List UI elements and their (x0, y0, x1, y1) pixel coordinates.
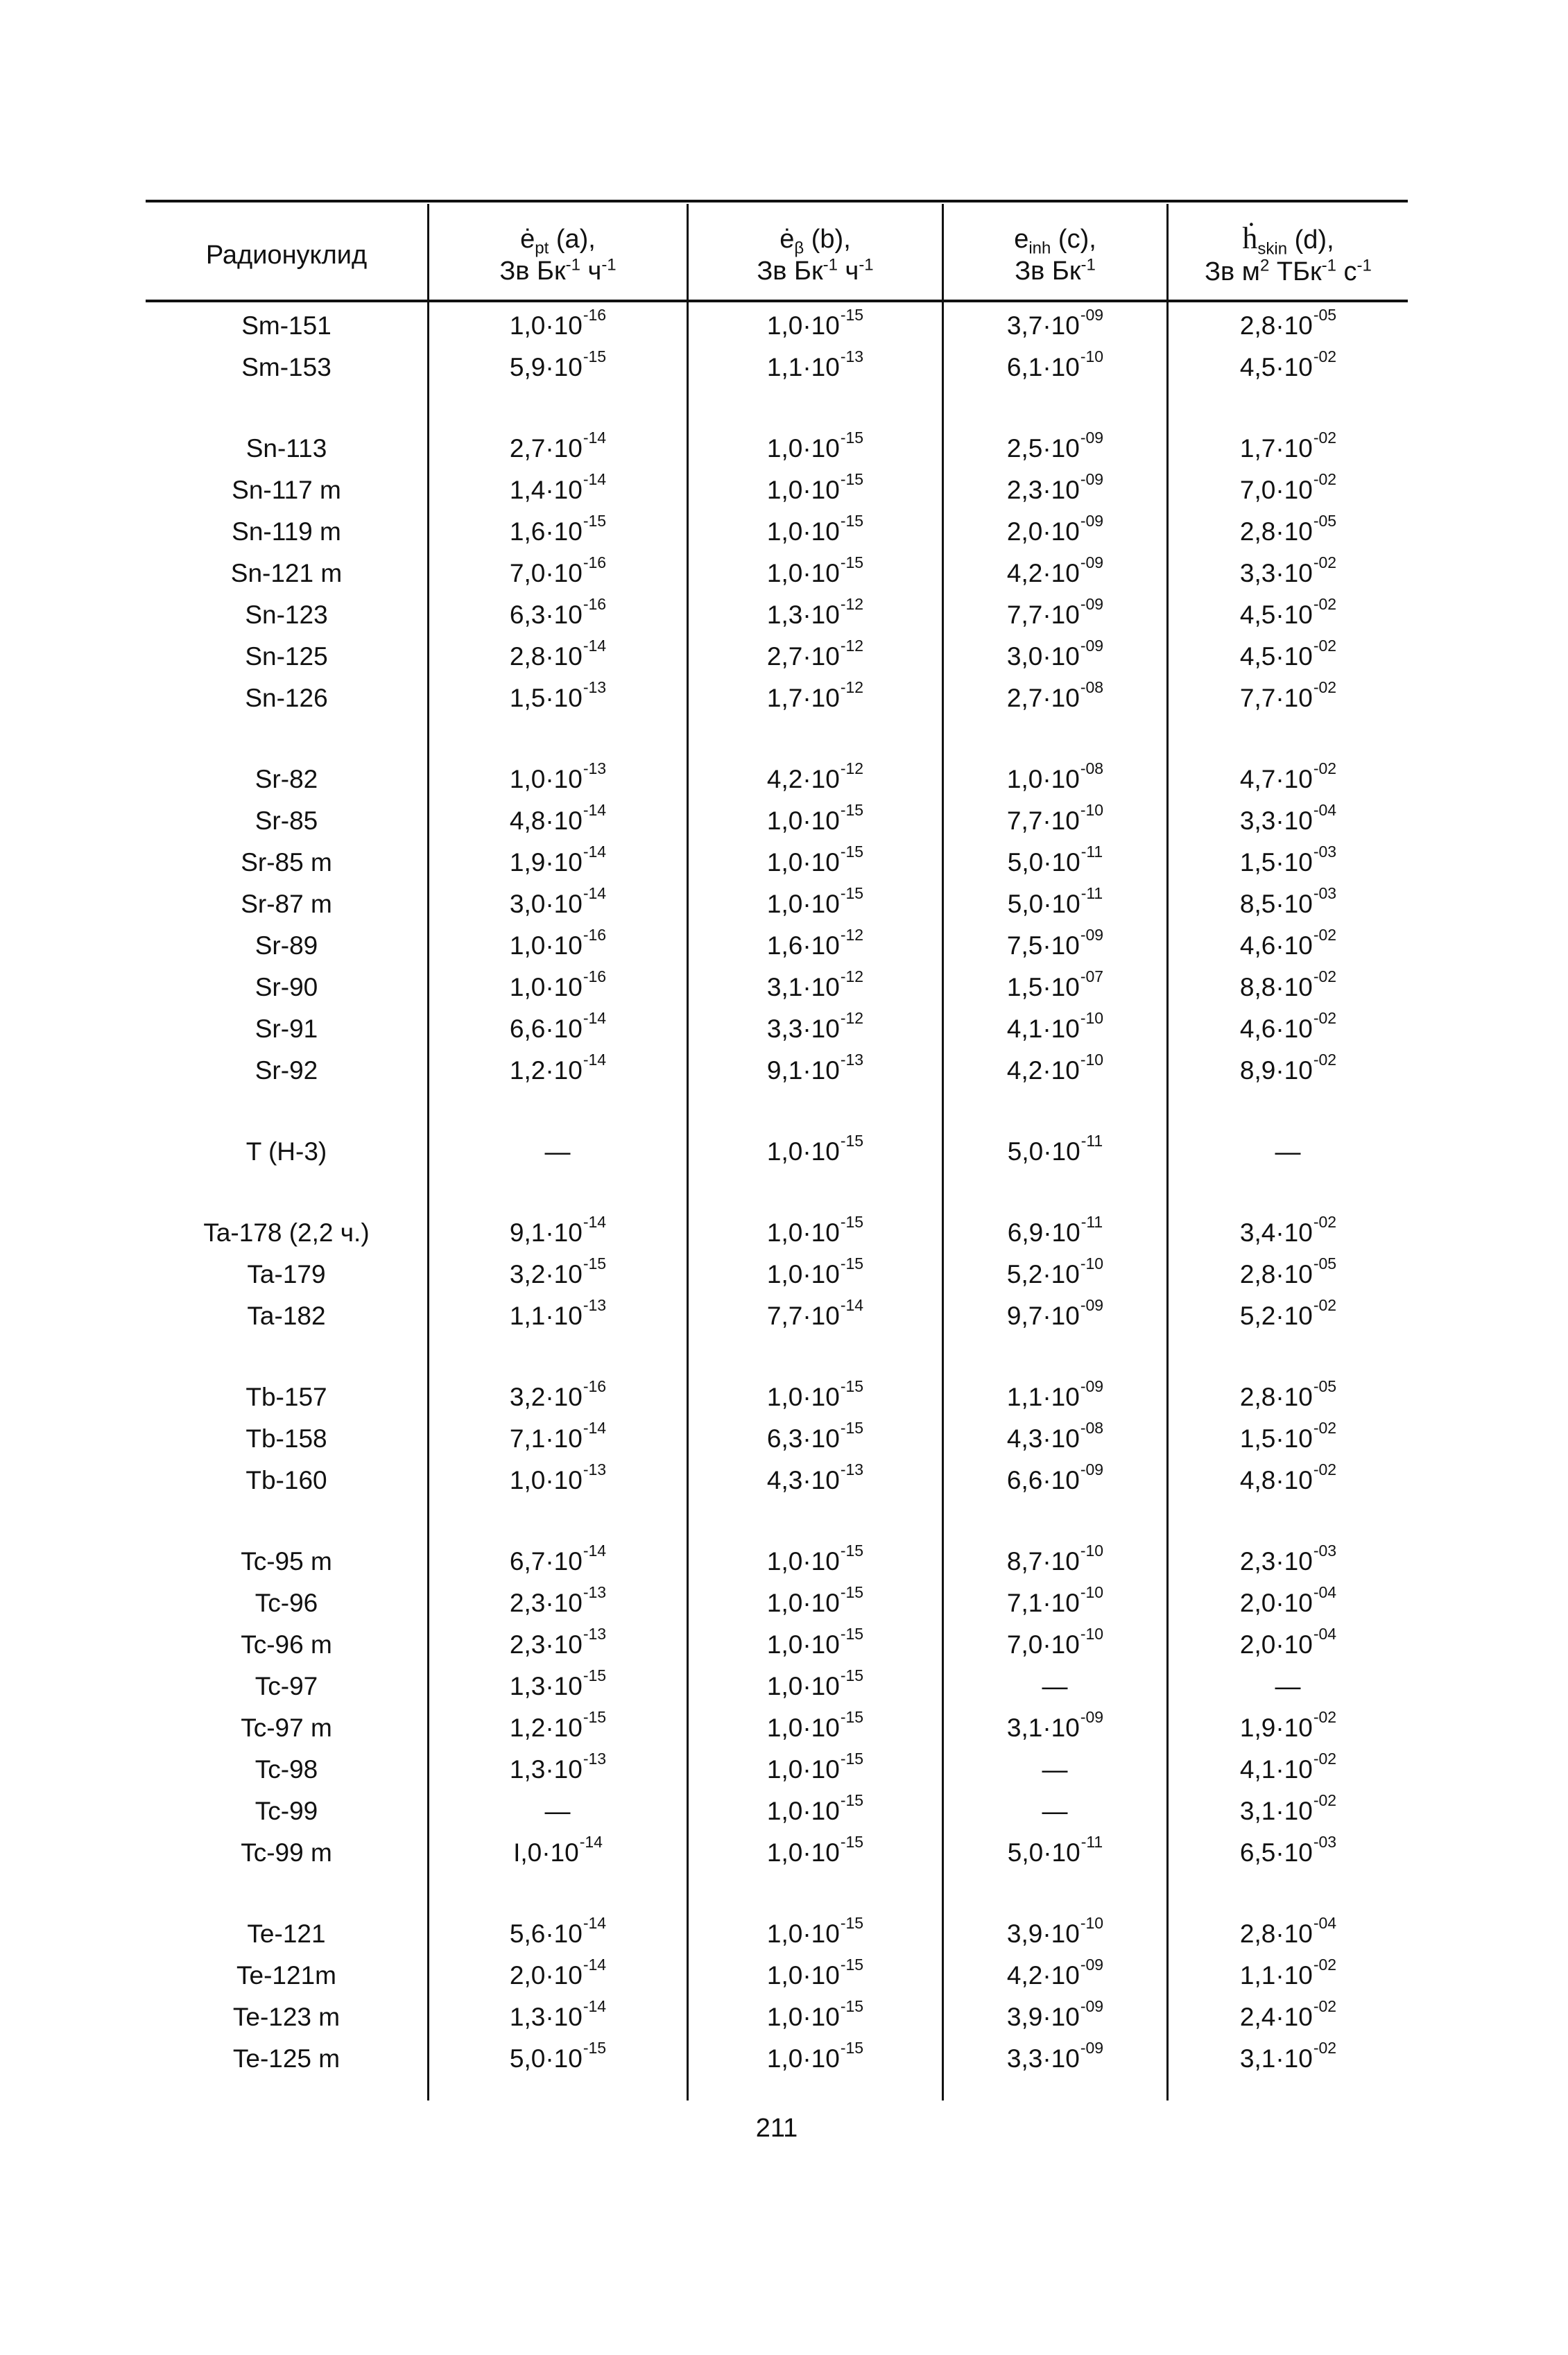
ept-cell: 1,3·10 $^{-15}$ (509, 1666, 607, 1700)
eb-cell: 3,1·10 $^{-12}$ (766, 967, 864, 1001)
table-row (0, 1749, 1568, 1791)
einh-cell: 8,7·10 $^{-10}$ (1006, 1541, 1104, 1576)
nuclide-cell: Te-121 (247, 1920, 326, 1948)
hskin-cell: 8,8·10 $^{-02}$ (1239, 967, 1337, 1001)
nuclide-cell: Sn-126 (245, 684, 328, 712)
table-row (0, 1955, 1568, 1996)
hskin-cell: — (1275, 1137, 1301, 1166)
ept-cell: 1,2·10 $^{-14}$ (509, 1050, 607, 1085)
eb-cell: 6,3·10 $^{-15}$ (766, 1418, 864, 1453)
einh-cell: — (1042, 1672, 1068, 1700)
hskin-cell: 8,9·10 $^{-02}$ (1239, 1050, 1337, 1085)
table-row (0, 511, 1568, 553)
table-row (0, 1418, 1568, 1460)
nuclide-cell: Sr-85 m (241, 848, 332, 877)
eb-cell: 1,3·10 $^{-12}$ (766, 594, 864, 629)
table-row (0, 1460, 1568, 1501)
ept-cell: 1,3·10 $^{-13}$ (509, 1749, 607, 1784)
table-row (0, 636, 1568, 678)
ept-cell: — (544, 1797, 571, 1825)
header-einh-unit: Зв $Бк^{-1}$ (1015, 255, 1096, 286)
ept-cell: 1,3·10 $^{-14}$ (509, 1996, 607, 2031)
nuclide-cell: Sm-153 (241, 353, 331, 381)
table-row (0, 553, 1568, 594)
hskin-cell: 2,3·10 $^{-03}$ (1239, 1541, 1337, 1576)
header-nuclide-label: Радионуклид (205, 240, 368, 270)
hskin-cell: 4,5·10 $^{-02}$ (1239, 636, 1337, 671)
hskin-cell: 3,3·10 $^{-04}$ (1239, 800, 1337, 835)
einh-cell: 1,0·10 $^{-08}$ (1006, 759, 1104, 793)
eb-cell: 1,0·10 $^{-15}$ (766, 1749, 864, 1784)
nuclide-cell: Sr-87 m (241, 890, 332, 918)
nuclide-cell: Sn-123 (245, 601, 328, 629)
ept-cell: 5,0·10 $^{-15}$ (509, 2038, 607, 2073)
einh-cell: 6,6·10 $^{-09}$ (1006, 1460, 1104, 1494)
ept-cell: 1,0·10 $^{-13}$ (509, 1460, 607, 1494)
nuclide-cell: Sn-125 (245, 642, 328, 671)
table-row (0, 428, 1568, 469)
hskin-cell: 4,6·10 $^{-02}$ (1239, 925, 1337, 960)
table-row (0, 2038, 1568, 2080)
hskin-cell: 1,9·10 $^{-02}$ (1239, 1707, 1337, 1742)
einh-cell: 2,0·10 $^{-09}$ (1006, 511, 1104, 546)
einh-cell: 3,1·10 $^{-09}$ (1006, 1707, 1104, 1742)
einh-cell: 1,5·10 $^{-07}$ (1006, 967, 1104, 1001)
einh-cell: 5,0·10 $^{-11}$ (1007, 883, 1103, 918)
einh-cell: 4,1·10 $^{-10}$ (1006, 1008, 1104, 1043)
eb-cell: 1,0·10 $^{-15}$ (766, 1955, 864, 1990)
table-row (0, 883, 1568, 925)
eb-cell: 1,0·10 $^{-15}$ (766, 553, 864, 587)
nuclide-cell: Tc-96 (255, 1589, 318, 1617)
nuclide-cell: Tc-98 (255, 1755, 318, 1784)
eb-cell: 3,3·10 $^{-12}$ (766, 1008, 864, 1043)
ept-cell: 2,8·10 $^{-14}$ (509, 636, 607, 671)
einh-cell: 2,5·10 $^{-09}$ (1006, 428, 1104, 463)
eb-cell: 1,0·10 $^{-15}$ (766, 842, 864, 877)
ept-cell: I,0·10 $^{-14}$ (513, 1832, 603, 1867)
hskin-cell: 3,1·10 $^{-02}$ (1239, 2038, 1337, 2073)
hskin-cell: 2,8·10 $^{-05}$ (1239, 1377, 1337, 1411)
eb-cell: 1,0·10 $^{-15}$ (766, 1707, 864, 1742)
einh-cell: 9,7·10 $^{-09}$ (1006, 1295, 1104, 1330)
eb-cell: 1,0·10 $^{-15}$ (766, 1791, 864, 1825)
eb-cell: 7,7·10 $^{-14}$ (766, 1295, 864, 1330)
eb-cell: 1,0·10 $^{-15}$ (766, 1913, 864, 1948)
table-row (0, 1295, 1568, 1337)
hskin-cell: 1,1·10 $^{-02}$ (1239, 1955, 1337, 1990)
ept-cell: 1,0·10 $^{-16}$ (509, 967, 607, 1001)
table-row (0, 1707, 1568, 1749)
hskin-cell: 2,8·10 $^{-04}$ (1239, 1913, 1337, 1948)
table-row (0, 1666, 1568, 1707)
hskin-cell: 1,5·10 $^{-03}$ (1239, 842, 1337, 877)
nuclide-cell: Tb-158 (245, 1424, 327, 1453)
hskin-cell: 3,4·10 $^{-02}$ (1239, 1212, 1337, 1247)
nuclide-cell: Sr-90 (255, 973, 318, 1001)
table-row (0, 1996, 1568, 2038)
ept-cell: 1,6·10 $^{-15}$ (509, 511, 607, 546)
ept-cell: 4,8·10 $^{-14}$ (509, 800, 607, 835)
nuclide-cell: Tc-97 (255, 1672, 318, 1700)
eb-cell: 1,0·10 $^{-15}$ (766, 1254, 864, 1288)
eb-cell: 1,0·10 $^{-15}$ (766, 1541, 864, 1576)
eb-cell: 1,7·10 $^{-12}$ (766, 678, 864, 712)
einh-cell: 4,2·10 $^{-09}$ (1006, 553, 1104, 587)
nuclide-cell: Tc-99 m (241, 1838, 332, 1867)
eb-cell: 1,6·10 $^{-12}$ (766, 925, 864, 960)
hskin-cell: — (1275, 1672, 1301, 1700)
eb-cell: 1,0·10 $^{-15}$ (766, 1377, 864, 1411)
hskin-cell: 2,4·10 $^{-02}$ (1239, 1996, 1337, 2031)
hskin-cell: 8,5·10 $^{-03}$ (1239, 883, 1337, 918)
nuclide-cell: Ta-179 (247, 1260, 326, 1288)
eb-cell: 1,1·10 $^{-13}$ (766, 347, 864, 381)
ept-cell: 1,2·10 $^{-15}$ (509, 1707, 607, 1742)
table-row (0, 1254, 1568, 1295)
nuclide-cell: Ta-178 (2,2 ч.) (203, 1218, 370, 1247)
eb-cell: 1,0·10 $^{-15}$ (766, 1996, 864, 2031)
header-hskin-title: ḣ$_{skin}$ (d), (1242, 221, 1334, 259)
einh-cell: 5,0·10 $^{-11}$ (1007, 1131, 1103, 1166)
ept-cell: 1,1·10 $^{-13}$ (509, 1295, 607, 1330)
eb-cell: 1,0·10 $^{-15}$ (766, 428, 864, 463)
einh-cell: 7,7·10 $^{-09}$ (1006, 594, 1104, 629)
ept-cell: 6,3·10 $^{-16}$ (509, 594, 607, 629)
nuclide-cell: Ta-182 (247, 1302, 326, 1330)
eb-cell: 1,0·10 $^{-15}$ (766, 1624, 864, 1659)
hskin-cell: 7,0·10 $^{-02}$ (1239, 469, 1337, 504)
eb-cell: 1,0·10 $^{-15}$ (766, 1582, 864, 1617)
eb-cell: 1,0·10 $^{-15}$ (766, 469, 864, 504)
table-row (0, 1832, 1568, 1874)
ept-cell: 2,7·10 $^{-14}$ (509, 428, 607, 463)
einh-cell: 2,3·10 $^{-09}$ (1006, 469, 1104, 504)
table-row (0, 1541, 1568, 1582)
table-row (0, 1791, 1568, 1832)
ept-cell: 3,2·10 $^{-15}$ (509, 1254, 607, 1288)
einh-cell: 7,5·10 $^{-09}$ (1006, 925, 1104, 960)
ept-cell: 1,0·10 $^{-13}$ (509, 759, 607, 793)
hskin-cell: 2,8·10 $^{-05}$ (1239, 511, 1337, 546)
einh-cell: 7,0·10 $^{-10}$ (1006, 1624, 1104, 1659)
eb-cell: 1,0·10 $^{-15}$ (766, 511, 864, 546)
einh-cell: 6,1·10 $^{-10}$ (1006, 347, 1104, 381)
hskin-cell: 4,5·10 $^{-02}$ (1239, 594, 1337, 629)
einh-cell: 3,3·10 $^{-09}$ (1006, 2038, 1104, 2073)
hskin-cell: 5,2·10 $^{-02}$ (1239, 1295, 1337, 1330)
eb-cell: 1,0·10 $^{-15}$ (766, 2038, 864, 2073)
hskin-cell: 4,7·10 $^{-02}$ (1239, 759, 1337, 793)
ept-cell: 2,0·10 $^{-14}$ (509, 1955, 607, 1990)
table-row (0, 1913, 1568, 1955)
ept-cell: 1,4·10 $^{-14}$ (509, 469, 607, 504)
hskin-cell: 1,5·10 $^{-02}$ (1239, 1418, 1337, 1453)
nuclide-cell: Sm-151 (241, 311, 331, 340)
table-row (0, 925, 1568, 967)
nuclide-cell: Sr-91 (255, 1015, 318, 1043)
table-row (0, 1131, 1568, 1173)
ept-cell: 6,7·10 $^{-14}$ (509, 1541, 607, 1576)
header-einh-title: $e_{inh}$ (c), (1014, 224, 1096, 258)
nuclide-cell: T (H-3) (245, 1137, 327, 1166)
nuclide-cell: Tb-157 (245, 1383, 327, 1411)
nuclide-cell: Tc-97 m (241, 1714, 332, 1742)
eb-cell: 1,0·10 $^{-15}$ (766, 1666, 864, 1700)
ept-cell: 3,2·10 $^{-16}$ (509, 1377, 607, 1411)
table-row (0, 594, 1568, 636)
einh-cell: 5,0·10 $^{-11}$ (1007, 842, 1103, 877)
ept-cell: 6,6·10 $^{-14}$ (509, 1008, 607, 1043)
hskin-cell: 4,8·10 $^{-02}$ (1239, 1460, 1337, 1494)
header-ept-unit: Зв $Бк^{-1}$ $ч^{-1}$ (499, 255, 617, 286)
nuclide-cell: Te-121m (236, 1961, 336, 1990)
nuclide-cell: Tc-95 m (241, 1547, 332, 1576)
table-row (0, 305, 1568, 347)
table-row (0, 469, 1568, 511)
eb-cell: 2,7·10 $^{-12}$ (766, 636, 864, 671)
ept-cell: 7,0·10 $^{-16}$ (509, 553, 607, 587)
nuclide-cell: Sr-82 (255, 765, 318, 793)
table-row (0, 1008, 1568, 1050)
header-eb-title: $ė_\beta$ (b), (779, 224, 851, 258)
hskin-cell: 6,5·10 $^{-03}$ (1239, 1832, 1337, 1867)
table-row (0, 1582, 1568, 1624)
header-hskin-unit: Зв $м^2$ ТБк$^{-1}$ $с^{-1}$ (1205, 255, 1372, 286)
table-row (0, 1624, 1568, 1666)
ept-cell: 7,1·10 $^{-14}$ (509, 1418, 607, 1453)
ept-cell: 3,0·10 $^{-14}$ (509, 883, 607, 918)
hskin-cell: 7,7·10 $^{-02}$ (1239, 678, 1337, 712)
einh-cell: 4,2·10 $^{-09}$ (1006, 1955, 1104, 1990)
nuclide-cell: Tb-160 (245, 1466, 327, 1494)
nuclide-cell: Sn-117 m (232, 476, 341, 504)
einh-cell: 3,0·10 $^{-09}$ (1006, 636, 1104, 671)
eb-cell: 9,1·10 $^{-13}$ (766, 1050, 864, 1085)
header-eb-unit: Зв $Бк^{-1}$ $ч^{-1}$ (757, 255, 874, 286)
hskin-cell: 1,7·10 $^{-02}$ (1239, 428, 1337, 463)
hskin-cell: 4,5·10 $^{-02}$ (1239, 347, 1337, 381)
table-row (0, 347, 1568, 388)
ept-cell: 1,5·10 $^{-13}$ (509, 678, 607, 712)
eb-cell: 1,0·10 $^{-15}$ (766, 1832, 864, 1867)
ept-cell: 9,1·10 $^{-14}$ (509, 1212, 607, 1247)
eb-cell: 1,0·10 $^{-15}$ (766, 305, 864, 340)
nuclide-cell: Sr-92 (255, 1056, 318, 1085)
ept-cell: 1,0·10 $^{-16}$ (509, 925, 607, 960)
hskin-cell: 3,3·10 $^{-02}$ (1239, 553, 1337, 587)
ept-cell: — (544, 1137, 571, 1166)
page-number: 211 (755, 2114, 798, 2143)
einh-cell: 5,0·10 $^{-11}$ (1007, 1832, 1103, 1867)
nuclide-cell: Tc-99 (255, 1797, 318, 1825)
eb-cell: 4,3·10 $^{-13}$ (766, 1460, 864, 1494)
ept-cell: 1,0·10 $^{-16}$ (509, 305, 607, 340)
einh-cell: 6,9·10 $^{-11}$ (1007, 1212, 1103, 1247)
einh-cell: 5,2·10 $^{-10}$ (1006, 1254, 1104, 1288)
hskin-cell: 2,8·10 $^{-05}$ (1239, 305, 1337, 340)
table-row (0, 759, 1568, 800)
hskin-cell: 3,1·10 $^{-02}$ (1239, 1791, 1337, 1825)
einh-cell: 4,2·10 $^{-10}$ (1006, 1050, 1104, 1085)
eb-cell: 1,0·10 $^{-15}$ (766, 800, 864, 835)
ept-cell: 2,3·10 $^{-13}$ (509, 1582, 607, 1617)
einh-cell: 7,7·10 $^{-10}$ (1006, 800, 1104, 835)
hskin-cell: 4,1·10 $^{-02}$ (1239, 1749, 1337, 1784)
nuclide-cell: Te-125 m (232, 2044, 341, 2073)
table-row (0, 1377, 1568, 1418)
nuclide-cell: Tc-96 m (241, 1630, 332, 1659)
hskin-cell: 4,6·10 $^{-02}$ (1239, 1008, 1337, 1043)
nuclide-cell: Sr-85 (255, 806, 318, 835)
einh-cell: 1,1·10 $^{-09}$ (1006, 1377, 1104, 1411)
eb-cell: 4,2·10 $^{-12}$ (766, 759, 864, 793)
nuclide-cell: Sn-119 m (232, 517, 341, 546)
nuclide-cell: Te-123 m (232, 2003, 341, 2031)
nuclide-cell: Sr-89 (255, 931, 318, 960)
einh-cell: 3,9·10 $^{-10}$ (1006, 1913, 1104, 1948)
einh-cell: 3,7·10 $^{-09}$ (1006, 305, 1104, 340)
hskin-cell: 2,0·10 $^{-04}$ (1239, 1582, 1337, 1617)
hskin-cell: 2,0·10 $^{-04}$ (1239, 1624, 1337, 1659)
eb-cell: 1,0·10 $^{-15}$ (766, 1212, 864, 1247)
ept-cell: 5,9·10 $^{-15}$ (509, 347, 607, 381)
table-row (0, 967, 1568, 1008)
nuclide-cell: Sn-121 m (230, 559, 343, 587)
eb-cell: 1,0·10 $^{-15}$ (766, 1131, 864, 1166)
table-row (0, 1050, 1568, 1092)
table-row (0, 1212, 1568, 1254)
table-row (0, 678, 1568, 719)
nuclide-cell: Sn-113 (245, 434, 327, 463)
einh-cell: — (1042, 1797, 1068, 1825)
einh-cell: — (1042, 1755, 1068, 1784)
table-row (0, 842, 1568, 883)
einh-cell: 2,7·10 $^{-08}$ (1006, 678, 1104, 712)
header-ept-title: $ė_{pt}$ (a), (520, 224, 596, 258)
einh-cell: 7,1·10 $^{-10}$ (1006, 1582, 1104, 1617)
ept-cell: 2,3·10 $^{-13}$ (509, 1624, 607, 1659)
table-row (0, 800, 1568, 842)
ept-cell: 1,9·10 $^{-14}$ (509, 842, 607, 877)
ept-cell: 5,6·10 $^{-14}$ (509, 1913, 607, 1948)
einh-cell: 4,3·10 $^{-08}$ (1006, 1418, 1104, 1453)
eb-cell: 1,0·10 $^{-15}$ (766, 883, 864, 918)
einh-cell: 3,9·10 $^{-09}$ (1006, 1996, 1104, 2031)
hskin-cell: 2,8·10 $^{-05}$ (1239, 1254, 1337, 1288)
